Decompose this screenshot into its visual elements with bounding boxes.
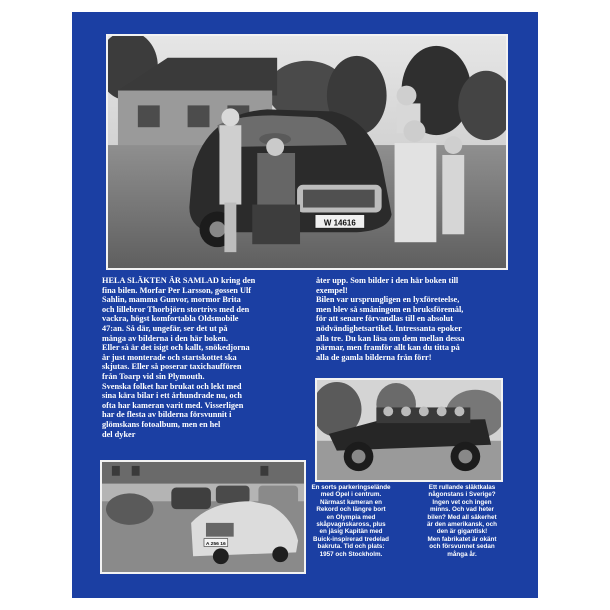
body-text-column-1: kring den fina bilen. Morfar Per Larsson, gossen Ulf Sahlin, mamma Gunvor, mormor Brita och lillebror Thorbjörn stortrivs med den vackra, högst komfortabla Oldsmobile 47:an. Så där, ungefär, ser det ut på många av bilderna i den här boken. Eller så är det isigt och kallt, snökedjorna år just monterade och startskottet ska skjutas. Eller så poserar taxichauffören från Toarp vid sin Plymouth. Svenska folket har brukat och lekt med sina kära bilar i ett århundrade nu, och ofta har kameran varit med. Visserligen har de flesta av bilderna försvunnit i glömskans fotoalbum, men en hel del dyker bbox=[102, 276, 256, 439]
body-text-left bbox=[102, 276, 334, 439]
vintage-car-photo bbox=[315, 378, 503, 482]
family-car-illustration bbox=[108, 36, 506, 268]
caption-family-party: Ett rullande släktkalas någonstans i Sverige? Ingen vet och ingen minns. Och vad heter bilen? Med all säkerhet är den amerikansk, och den är gigantisk! Men fabrikatet är okänt och försvunnet sedan många år. bbox=[427, 484, 497, 558]
vintage-car-illustration bbox=[317, 380, 501, 480]
article-heading: HELA SLÄKTEN ÄR SAMLAD bbox=[102, 276, 219, 285]
parking-opel-illustration bbox=[102, 462, 304, 572]
family-car-photo bbox=[106, 34, 508, 270]
book-page bbox=[72, 12, 538, 598]
caption-parking: En sorts parkeringselände med Opel i centrum. Närmast kameran en Rekord och längre bort en Olympia med skåpvagnskaross, plus en jäsig Kapitän med Buick-inspirerad tredelad bakruta. Tid och plats: 1957 och Stockholm. bbox=[311, 484, 391, 558]
parking-opel-photo bbox=[100, 460, 306, 574]
body-text-right: åter upp. Som bilder i den här boken till exempel! Bilen var ursprungligen en lyxföreteelse, men blev så småningom en bruksföremål, för att senare förvandlas till en absolut nödvändighetsartikel. Intressanta epoker alla tre. Du kan läsa om dem mellan dessa pärmar, men framför allt kan du titta på alla de gamla bilderna från förr! bbox=[316, 276, 465, 362]
car-plate-text: W 14616 bbox=[323, 218, 356, 228]
parking-plate-text: A 256 16 bbox=[205, 542, 226, 547]
